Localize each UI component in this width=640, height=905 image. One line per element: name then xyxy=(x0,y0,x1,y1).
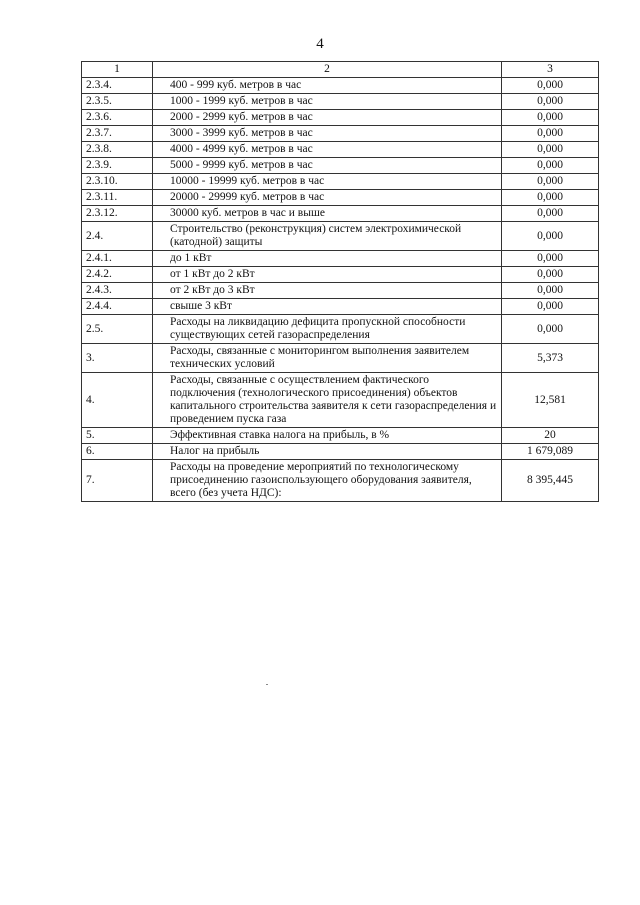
table-row xyxy=(82,142,599,158)
row-number: 2.3.6. xyxy=(82,110,153,126)
row-description: от 2 кВт до 3 кВт xyxy=(153,283,502,299)
row-value: 8 395,445 xyxy=(502,460,599,502)
row-number: 4. xyxy=(82,373,153,428)
header-col-1: 1 xyxy=(82,62,153,78)
row-description: Расходы, связанные с мониторингом выполнения заявителем технических условий xyxy=(153,344,502,373)
table-row xyxy=(82,94,599,110)
row-description: 2000 - 2999 куб. метров в час xyxy=(153,110,502,126)
row-description: 3000 - 3999 куб. метров в час xyxy=(153,126,502,142)
row-value: 0,000 xyxy=(502,78,599,94)
row-number: 3. xyxy=(82,344,153,373)
row-value: 0,000 xyxy=(502,142,599,158)
row-number: 7. xyxy=(82,460,153,502)
row-number: 2.3.12. xyxy=(82,206,153,222)
row-value: 0,000 xyxy=(502,174,599,190)
table-row xyxy=(82,158,599,174)
row-description: 400 - 999 куб. метров в час xyxy=(153,78,502,94)
table-row xyxy=(82,78,599,94)
row-number: 2.4.3. xyxy=(82,283,153,299)
table-header-row xyxy=(82,62,599,78)
row-number: 2.3.5. xyxy=(82,94,153,110)
row-description: 5000 - 9999 куб. метров в час xyxy=(153,158,502,174)
row-number: 2.3.9. xyxy=(82,158,153,174)
row-value: 0,000 xyxy=(502,126,599,142)
row-number: 2.4.1. xyxy=(82,251,153,267)
row-description: Расходы, связанные с осуществлением фактического подключения (технологического присоединения) объектов капитального строительства заявителя к сети газораспределения и проведением пуска газа xyxy=(153,373,502,428)
row-value: 12,581 xyxy=(502,373,599,428)
row-number: 2.3.4. xyxy=(82,78,153,94)
scan-speck xyxy=(266,684,268,685)
row-value: 0,000 xyxy=(502,206,599,222)
table-row xyxy=(82,267,599,283)
row-number: 6. xyxy=(82,444,153,460)
row-description: Расходы на ликвидацию дефицита пропускной способности существующих сетей газораспределения xyxy=(153,315,502,344)
row-value: 0,000 xyxy=(502,158,599,174)
table-row xyxy=(82,251,599,267)
row-number: 2.4. xyxy=(82,222,153,251)
table-row xyxy=(82,428,599,444)
row-value: 5,373 xyxy=(502,344,599,373)
row-value: 0,000 xyxy=(502,299,599,315)
row-description: 1000 - 1999 куб. метров в час xyxy=(153,94,502,110)
row-description: Налог на прибыль xyxy=(153,444,502,460)
row-description: 30000 куб. метров в час и выше xyxy=(153,206,502,222)
table-row xyxy=(82,110,599,126)
row-description: свыше 3 кВт xyxy=(153,299,502,315)
row-value: 0,000 xyxy=(502,251,599,267)
cost-table xyxy=(81,61,599,502)
row-number: 5. xyxy=(82,428,153,444)
table-row xyxy=(82,373,599,428)
table-row xyxy=(82,460,599,502)
row-description: Расходы на проведение мероприятий по технологическому присоединению газоиспользующего оборудования заявителя, всего (без учета НДС): xyxy=(153,460,502,502)
row-number: 2.4.4. xyxy=(82,299,153,315)
table-row xyxy=(82,126,599,142)
row-number: 2.3.8. xyxy=(82,142,153,158)
row-description: до 1 кВт xyxy=(153,251,502,267)
row-value: 20 xyxy=(502,428,599,444)
row-value: 1 679,089 xyxy=(502,444,599,460)
row-value: 0,000 xyxy=(502,283,599,299)
row-value: 0,000 xyxy=(502,315,599,344)
row-number: 2.3.7. xyxy=(82,126,153,142)
table-row xyxy=(82,206,599,222)
row-description: 4000 - 4999 куб. метров в час xyxy=(153,142,502,158)
table-row xyxy=(82,283,599,299)
header-col-2: 2 xyxy=(153,62,502,78)
row-number: 2.3.10. xyxy=(82,174,153,190)
table-row xyxy=(82,344,599,373)
row-value: 0,000 xyxy=(502,267,599,283)
page-number: 4 xyxy=(316,36,324,52)
cost-table-body xyxy=(82,62,599,502)
table-row xyxy=(82,190,599,206)
table-row xyxy=(82,444,599,460)
table-row xyxy=(82,315,599,344)
row-value: 0,000 xyxy=(502,94,599,110)
row-number: 2.3.11. xyxy=(82,190,153,206)
row-value: 0,000 xyxy=(502,222,599,251)
row-description: Строительство (реконструкция) систем электрохимической (катодной) защиты xyxy=(153,222,502,251)
table-row xyxy=(82,174,599,190)
header-col-3: 3 xyxy=(502,62,599,78)
row-description: 10000 - 19999 куб. метров в час xyxy=(153,174,502,190)
row-value: 0,000 xyxy=(502,190,599,206)
row-description: от 1 кВт до 2 кВт xyxy=(153,267,502,283)
row-description: 20000 - 29999 куб. метров в час xyxy=(153,190,502,206)
row-description: Эффективная ставка налога на прибыль, в % xyxy=(153,428,502,444)
table-row xyxy=(82,222,599,251)
row-value: 0,000 xyxy=(502,110,599,126)
row-number: 2.5. xyxy=(82,315,153,344)
row-number: 2.4.2. xyxy=(82,267,153,283)
table-row xyxy=(82,299,599,315)
